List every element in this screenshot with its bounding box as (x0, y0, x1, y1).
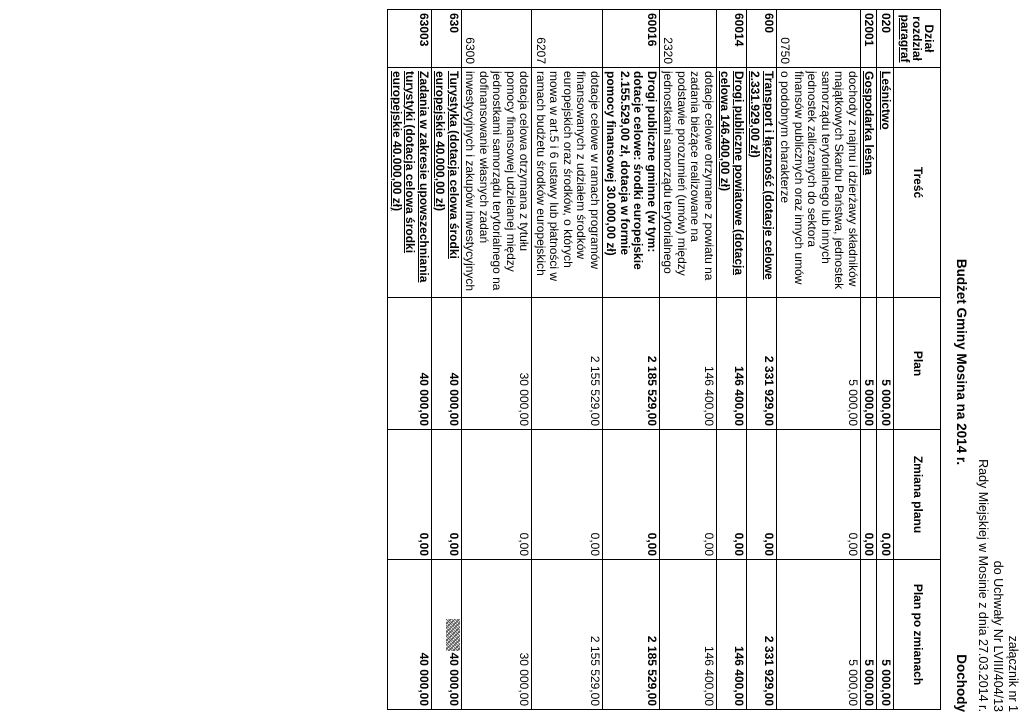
row-plan: 146 400,00 (717, 298, 747, 430)
row-plan: 146 400,00 (660, 298, 717, 430)
header-code-rozdzial: rozdział (910, 16, 924, 61)
row-text: Drogi publiczne powiatowe (dotacja celowa 146.400,00 zł) (717, 68, 747, 298)
budget-table (388, 9, 942, 710)
row-code: 60016 (603, 10, 660, 68)
header-attachment-number: załącznik nr 1 (1006, 635, 1020, 712)
scan-artifact (446, 619, 460, 651)
row-po-value: 146 400,00 (732, 645, 746, 706)
table-row (660, 10, 717, 710)
row-po-zmianach (603, 560, 660, 710)
row-zmiana: 0,00 (747, 430, 777, 560)
table-row (532, 10, 603, 710)
table-row (603, 10, 660, 710)
row-zmiana: 0,00 (462, 430, 533, 560)
row-text: dotacje celowe w ramach programów finansowanych z udziałem środków europejskich oraz środków, o których mowa w art.5 i 6 ustawy lub płatności w ramach budżetu środków europejskich (532, 68, 603, 298)
row-zmiana: 0,00 (532, 430, 603, 560)
header-council-date: Rady Miejskiej w Mosinie z dnia 27.03.2014 r. (976, 459, 990, 712)
table-header-row (894, 10, 941, 710)
row-text: Turystyka (dotacja celowa środki europejskie 40.000,00 zł) (432, 68, 462, 298)
table-row (861, 10, 878, 710)
table-row (388, 10, 432, 710)
title-row (945, 6, 973, 718)
section-label: Dochody (954, 654, 969, 712)
row-code: 020 (877, 10, 894, 68)
row-zmiana: 0,00 (861, 430, 878, 560)
row-code: 6300 (462, 10, 533, 68)
row-text: Zadania w zakresie upowszechniania turystyki (dotacja celowa środki europejskie 40.000,00 zł) (388, 68, 432, 298)
table-body (388, 10, 894, 710)
row-po-zmianach (861, 560, 878, 710)
table-row (717, 10, 747, 710)
header-zmiana: Zmiana planu (894, 430, 941, 560)
document-header (975, 6, 1020, 718)
row-text: dotacja celowa otrzymana z tytułu pomocy finansowej udzielanej między jednostkami samorządu terytorialnego na dofinansowanie własnych zadań inwestycyjnych i zakupów inwestycyjnych (462, 68, 533, 298)
row-po-value: 2 155 529,00 (588, 635, 602, 706)
table-row (462, 10, 533, 710)
header-code (894, 10, 941, 68)
row-zmiana: 0,00 (877, 430, 894, 560)
row-text: Transport i łączność (dotacje celowe 2.331.929,00 zł) (747, 68, 777, 298)
table-row (432, 10, 462, 710)
row-po-zmianach (388, 560, 432, 710)
header-code-dzial: Dział (922, 24, 936, 53)
row-po-zmianach (747, 560, 777, 710)
header-po-zmianach: Plan po zmianach (894, 560, 941, 710)
header-code-paragraf: paragraf (898, 14, 912, 63)
row-zmiana: 0,00 (388, 430, 432, 560)
row-plan: 2 185 529,00 (603, 298, 660, 430)
row-text: dotacje celowe otrzymane z powiatu na zadania bieżące realizowane na podstawie porozumień (umów) między jednostkami samorządu terytorialnego (660, 68, 717, 298)
row-text: Drogi publiczne gminne (w tym: dotacje celowe: środki europejskie 2.155.529,00 zł, dotacja w formie pomocy finansowej 30.000,00 zł) (603, 68, 660, 298)
row-po-value: 2 185 529,00 (645, 635, 659, 706)
table-row (777, 10, 861, 710)
row-plan: 30 000,00 (462, 298, 533, 430)
row-code: 2320 (660, 10, 717, 68)
row-plan: 40 000,00 (388, 298, 432, 430)
row-text: Leśnictwo (877, 68, 894, 298)
row-code: 6207 (532, 10, 603, 68)
row-code: 02001 (861, 10, 878, 68)
row-text: Gospodarka leśna (861, 68, 878, 298)
row-po-zmianach (660, 560, 717, 710)
row-zmiana: 0,00 (603, 430, 660, 560)
row-code: 0750 (777, 10, 861, 68)
header-resolution-number: do Uchwały Nr LVIII/404/13 (991, 560, 1005, 712)
row-code: 600 (747, 10, 777, 68)
page-title: Budżet Gminy Mosina na 2014 r. (954, 258, 969, 466)
row-po-zmianach (432, 560, 462, 710)
row-plan: 2 155 529,00 (532, 298, 603, 430)
row-plan: 5 000,00 (777, 298, 861, 430)
row-po-value: 5 000,00 (862, 659, 877, 706)
row-po-value: 30 000,00 (517, 652, 532, 706)
header-tresc: Treść (894, 68, 941, 298)
row-po-value: 5 000,00 (846, 659, 860, 706)
row-text: dochody z najmu i dzierżawy składników majątkowych Skarbu Państwa, jednostek samorządu terytorialnego lub innych jednostek zaliczanych do sektora finansów publicznych oraz innych umów o podobnym charakterze (777, 68, 861, 298)
row-po-value: 5 000,00 (879, 659, 893, 706)
row-po-zmianach (532, 560, 603, 710)
row-po-value: 40 000,00 (446, 652, 461, 706)
row-po-value: 2 331 929,00 (762, 635, 776, 706)
row-plan: 40 000,00 (432, 298, 462, 430)
row-plan: 2 331 929,00 (747, 298, 777, 430)
row-zmiana: 0,00 (777, 430, 861, 560)
row-po-zmianach (777, 560, 861, 710)
row-po-value: 40 000,00 (417, 652, 431, 706)
header-plan: Plan (894, 298, 941, 430)
row-po-zmianach (462, 560, 533, 710)
row-po-zmianach (877, 560, 894, 710)
table-row (877, 10, 894, 710)
row-zmiana: 0,00 (432, 430, 462, 560)
row-plan: 5 000,00 (877, 298, 894, 430)
row-zmiana: 0,00 (660, 430, 717, 560)
row-zmiana: 0,00 (717, 430, 747, 560)
row-po-value: 146 400,00 (702, 645, 716, 706)
row-po-zmianach (717, 560, 747, 710)
row-code: 60014 (717, 10, 747, 68)
row-code: 63003 (388, 10, 432, 68)
table-row (747, 10, 777, 710)
row-plan: 5 000,00 (861, 298, 878, 430)
row-code: 630 (432, 10, 462, 68)
